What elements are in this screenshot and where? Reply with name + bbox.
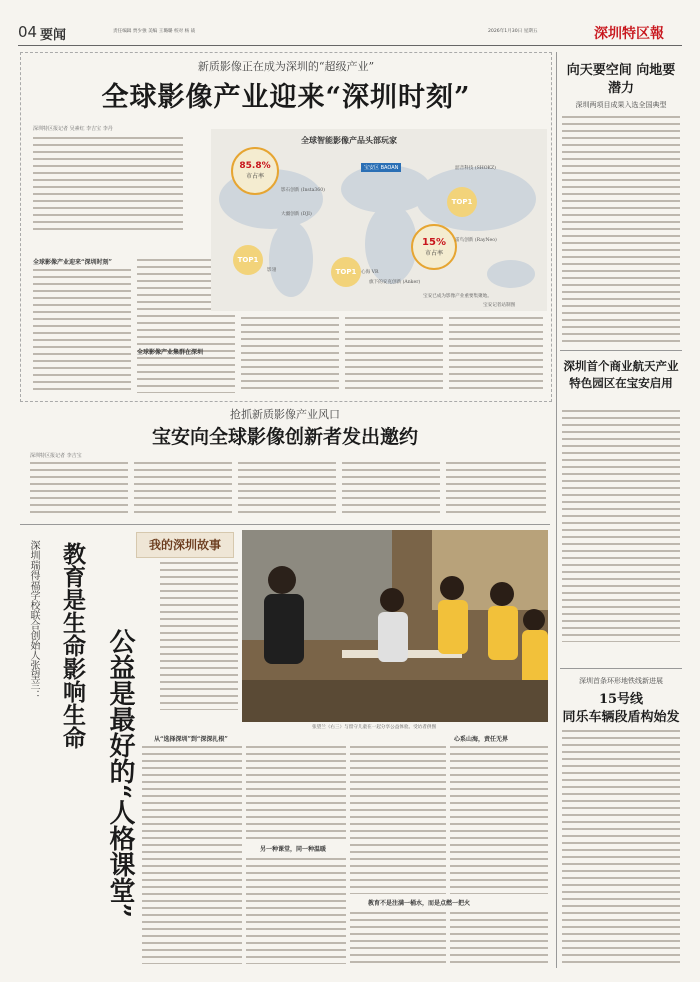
story-logo: 我的深圳故事 [136, 532, 234, 558]
story-intro-text [160, 560, 238, 710]
side-article-3 [560, 674, 682, 968]
top1-badge-a [233, 245, 263, 275]
section-title: 要闻 [40, 28, 67, 43]
lead-body-col-5 [449, 315, 543, 393]
story-sub-1: 从“选择深圳”到“深深扎根” [154, 736, 228, 743]
company-label-4: 雷鸟创新 (RayNeo) [455, 238, 497, 243]
story-col-3b [350, 910, 446, 964]
lead-body-col-3 [241, 315, 339, 393]
stat-badge-2 [411, 224, 457, 270]
baoan-col-2 [134, 460, 232, 518]
side2-headline: 深圳首个商业航天产业特色园区在宝安启用 [563, 359, 679, 390]
lead-kicker: 新质影像正在成为深圳的“超级产业” [197, 60, 375, 73]
lead-article [20, 52, 552, 402]
side2-body [562, 408, 680, 642]
side-rule-1 [560, 350, 682, 351]
side-article-2 [560, 354, 682, 644]
stat-2-label: 市占率 [424, 250, 443, 257]
story-col-2b [246, 856, 346, 964]
baoan-col-5 [446, 460, 546, 518]
story-headline-2: 教育是生命影响生命 [59, 542, 86, 749]
company-label-5: 影翎 [267, 268, 277, 273]
baoan-headline: 宝安向全球影像创新者发出邀约 [151, 426, 418, 448]
lead-body-col-1 [33, 267, 131, 393]
side-rule-2 [560, 668, 682, 669]
baoan-col-4 [342, 460, 440, 518]
map-title: 全球智能影像产品头部玩家 [301, 136, 397, 145]
top1-badge-b [331, 257, 361, 287]
company-label-3: 韶音科技 (SHOKZ) [455, 166, 496, 171]
side3-headline-2: 同乐车辆段盾构始发 [562, 710, 680, 725]
map-caption: 宝安已成为影像产业重要集聚地。 [423, 294, 492, 299]
header-rule [18, 45, 682, 46]
lead-headline: 全球影像产业迎来“深圳时刻” [101, 82, 471, 113]
lead-body-col-4 [345, 315, 443, 393]
baoan-byline: 深圳特区报记者 李吉宝 [30, 453, 82, 459]
page-header [18, 20, 682, 42]
story-col-4b [450, 910, 548, 964]
top1-label-b: TOP1 [335, 268, 357, 276]
story-photo-caption: 张望兰（右三）与留守儿童在一起分享公益体验。受访者供图 [312, 725, 437, 730]
divider-mid [20, 524, 550, 525]
lead-byline: 深圳特区报记者 吴素红 李吉宝 李丹 [33, 126, 113, 132]
stat-1-label: 市占率 [245, 173, 264, 180]
stat-1-value: 85.8% [239, 161, 271, 171]
industry-map [211, 129, 547, 311]
article-baoan [20, 404, 550, 522]
story-sub-4: 教育不是注满一桶水，而是点燃一把火 [368, 900, 471, 907]
story-col-4 [450, 744, 548, 894]
company-label-7: 心海 VR [361, 270, 379, 275]
side-article-1 [560, 56, 682, 346]
page-number: 04 [18, 23, 38, 41]
stat-2-value: 15% [422, 237, 446, 248]
side3-headline-1: 15号线 [598, 692, 644, 707]
story-sub-2: 另一种课堂，同一种温暖 [260, 846, 327, 853]
side1-body [562, 114, 680, 342]
story-photo-graphic [242, 530, 548, 722]
side1-headline: 向天要空间 向地要潜力 [566, 63, 676, 96]
top1-badge-c [447, 187, 477, 217]
top1-label-a: TOP1 [237, 256, 259, 264]
top1-label-c: TOP1 [451, 198, 473, 206]
issue-date: 2026年1月30日 星期五 [488, 29, 538, 34]
lead-intro-text [33, 135, 183, 235]
company-label-6: 旗下的安克创新 (Anker) [369, 280, 421, 285]
company-label-1: 影石创新 (Insta360) [281, 188, 325, 193]
baoan-col-3 [238, 460, 336, 518]
story-column [20, 528, 550, 968]
story-col-1 [142, 744, 242, 964]
editor-credits: 责任编辑 贾少強 美编 王璐璐 校对 杨 战 [113, 29, 196, 34]
map-source: 宝安记者站制图 [483, 303, 516, 308]
company-label-2: 大疆创新 (DJI) [281, 212, 312, 217]
story-sub-3: 心系山海，责任无界 [454, 736, 509, 743]
story-headline-1: 公益是最好的“人格课堂” [105, 628, 135, 918]
lead-subhead-1: 全球影像产业迎来“深圳时刻” [33, 259, 112, 266]
story-col-2a [246, 744, 346, 840]
side3-body [562, 728, 680, 964]
stat-badge-1 [231, 147, 279, 195]
sidebar-divider [556, 52, 557, 968]
lead-subhead-2: 全球影像产业集群在深圳 [137, 349, 204, 356]
side1-subhead: 深圳两项目成果入选全国典型 [575, 101, 667, 109]
story-kicker: 深圳瑞得福学校联合创始人张望兰： [28, 540, 39, 700]
baoan-col-1 [30, 460, 128, 518]
district-label: 宝安区 BAOAN [361, 163, 401, 172]
baoan-kicker: 抢抓新质影像产业风口 [230, 408, 340, 421]
story-photo [242, 530, 548, 722]
newspaper-logo: 深圳特区報 [594, 26, 664, 42]
side3-kicker: 深圳首条环形地铁线新进展 [579, 677, 663, 685]
story-col-3 [350, 744, 446, 894]
